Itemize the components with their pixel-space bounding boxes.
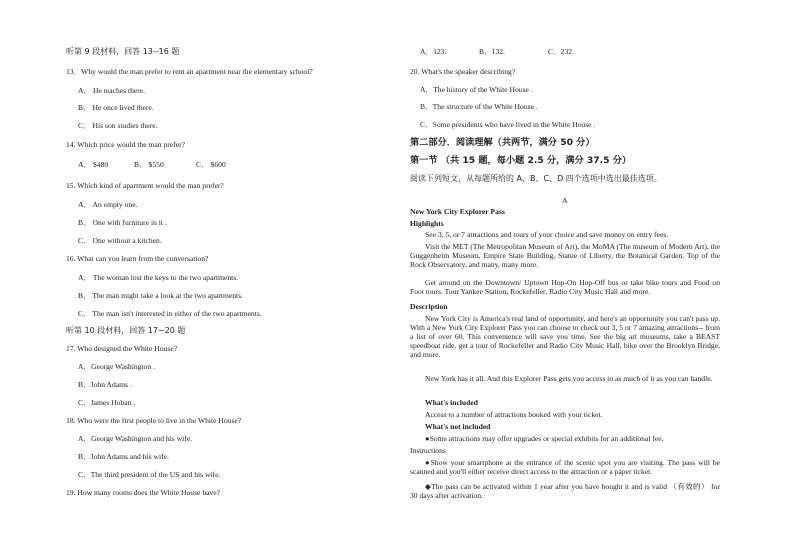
paragraph-1: See 3, 5, or 7 attractions and tours of your choice and save money on entry fees.	[425, 230, 669, 239]
option-19c: C．232.	[548, 47, 574, 56]
question-19: 19. How many rooms does the White House have?	[66, 488, 221, 497]
option-15a: A． An empty one.	[78, 200, 138, 209]
option-20c: C．Some presidents who have lived in the White House .	[420, 120, 596, 129]
paragraph-6: Access to a number of attractions booked with your ticket.	[425, 410, 603, 419]
option-17b: B．John Adams .	[78, 380, 132, 389]
whats-not-included-heading: What's not included	[425, 422, 491, 431]
option-20a: A．The history of the White House .	[420, 85, 533, 94]
question-20: 20. What's the speaker describing?	[410, 67, 516, 76]
option-13a: A． He teaches there.	[78, 86, 146, 95]
option-20b: B．The structure of the White House .	[420, 102, 538, 111]
option-19b: B．132.	[479, 47, 505, 56]
option-16b: B． The man might take a look at the two apartments.	[78, 291, 243, 300]
option-16c: C． The man isn't interested in either of the two apartments.	[78, 309, 262, 318]
paragraph-3: Get around on the Downtown/ Uptown Hop-On Hop-Off bus or take bike tours and Food on Foot tours. Tour Yankee Station, Rockefeller, Radio City Music Hall and more.	[410, 278, 720, 296]
paragraph-9: ◆The pass can be activated within 1 year after you have bought it and is valid （有效的） for 30 days after activation.	[410, 482, 720, 500]
highlights-heading: Highlights	[410, 219, 444, 228]
paragraph-7: ●Some attractions may offer upgrades or special exhibits for an additional fee.	[425, 434, 664, 443]
section-heading-9: 听第 9 段材料，回答 13--16 题	[66, 47, 180, 56]
paragraph-5: New York has it all. And this Explorer Pass gets you access to as much of it as you can handle.	[425, 374, 713, 383]
whats-included-heading: What's included	[425, 398, 478, 407]
option-14c: C． $600	[196, 160, 226, 169]
passage-letter: A	[562, 196, 568, 205]
option-18b: B．John Adams and his wife.	[78, 452, 169, 461]
question-14: 14. Which price would the man prefer?	[66, 140, 185, 149]
instructions-heading: Instructions	[410, 446, 446, 455]
paragraph-4: New York City is America's real land of opportunity, and here's an opportunity you can't pass up. With a New York City Explorer Pass you can choose to check out 3, 5 or 7 amazing attractions-- from a list of over 60. This convenience will save you time. See the big art museums, take a BEAST speedboat ride, get a tour of Rockefeller and Radio City Music Hall, bike over the Brooklyn Bridge, and more.	[410, 314, 720, 359]
option-13b: B． He once lived there.	[78, 103, 154, 112]
passage-title: New York City Explorer Pass	[410, 207, 505, 216]
option-14a: A． $480	[78, 160, 109, 169]
option-16a: A． The woman lost the keys to the two apartments.	[78, 273, 239, 282]
reading-instruction: 阅读下列短文，从每题所给的 A、B、C、D 四个选项中选出最佳选项。	[410, 174, 662, 183]
description-heading: Description	[410, 302, 448, 311]
option-15c: C． One without a kitchen.	[78, 236, 162, 245]
paragraph-8: ●Show your smartphone at the entrance of the scenic spot you are visiting. The pass will be scanned and you'll either receive direct access to the attraction or a paper ticket.	[410, 458, 720, 476]
paragraph-2: Visit the MET (The Metropolitan Museum of Art), the MoMA (The museum of Modern Art), the Guggenheim Museum, Empire State Building, Statue of Liberty, the Botanical Garden, Top of the Rock Observatory, and many, many more.	[410, 242, 720, 269]
option-18c: C．The third president of the US and his wife.	[78, 470, 221, 479]
question-17: 17. Who designed the White House?	[66, 344, 178, 353]
option-19a: A．123.	[420, 47, 447, 56]
question-15: 15. Which kind of apartment would the man prefer?	[66, 181, 224, 190]
option-14b: B． $550	[134, 160, 164, 169]
section-heading-10: 听第 10 段材料，回答 17~20 题	[66, 326, 186, 335]
option-17a: A．George Washington .	[78, 362, 155, 371]
section-one-heading: 第一节 （共 15 题，每小题 2.5 分，满分 37.5 分）	[410, 155, 632, 166]
option-17c: C．James Hoban .	[78, 398, 136, 407]
option-15b: B． One with furniture in it .	[78, 218, 167, 227]
question-16: 16. What can you learn from the conversation?	[66, 254, 209, 263]
option-13c: C． His son studies there.	[78, 121, 158, 130]
part-two-heading: 第二部分．阅读理解（共两节，满分 50 分）	[410, 137, 595, 148]
question-13: 13．Why would the man prefer to rent an apartment near the elementary school?	[66, 67, 313, 76]
option-18a: A．George Washington and his wife.	[78, 434, 193, 443]
question-18: 18. Who were the first people to live in the White House?	[66, 416, 242, 425]
